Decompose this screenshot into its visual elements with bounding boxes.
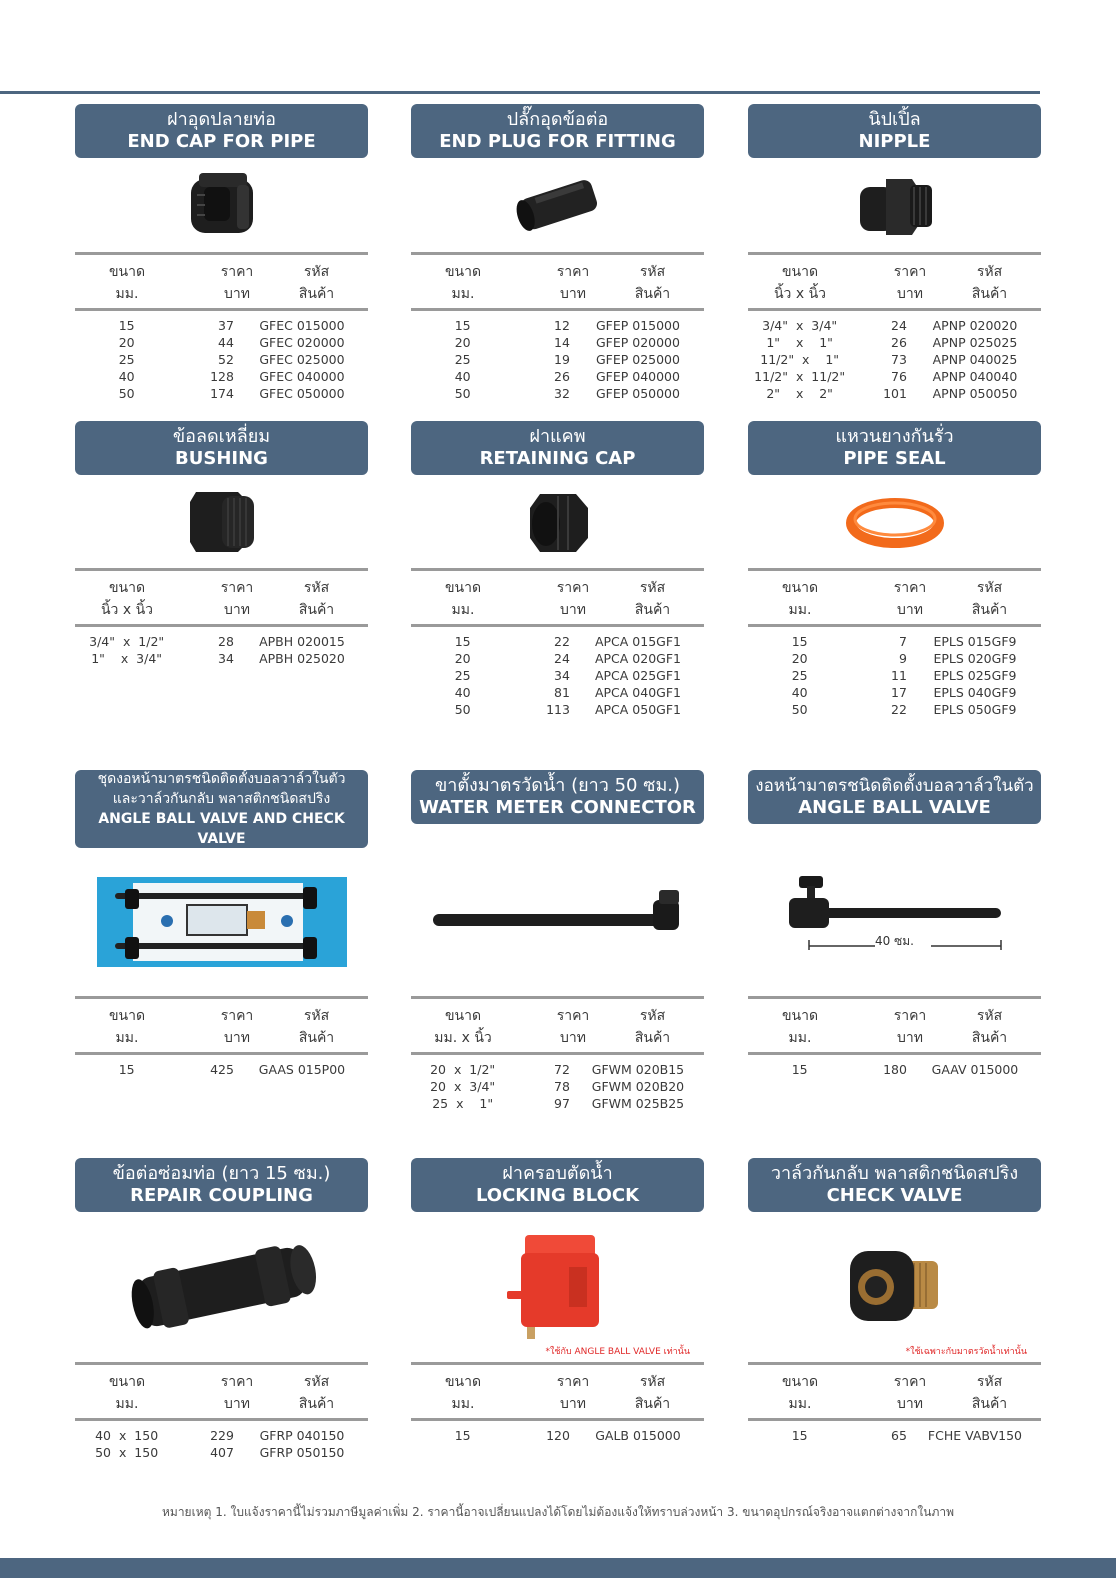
- card-header: [411, 770, 704, 824]
- card-title-english: CHECK VALVE: [826, 1185, 963, 1206]
- card-title-thai: ขาตั้งมาตรวัดน้ำ (ยาว 50 ซม.): [434, 775, 681, 796]
- table-row: 40 x 150 229 GFRP 040150: [95, 1428, 345, 1443]
- locking-block-icon: [411, 1212, 704, 1362]
- card-title-thai: แหวนยางกันรั่ว: [835, 426, 954, 447]
- price-table: [411, 996, 704, 1112]
- table-row: 15 180 GAAV 015000: [791, 1062, 1019, 1077]
- card-header: [411, 1158, 704, 1212]
- table-row: 11/2" x 11/2" 76 APNP 040040: [754, 369, 1018, 384]
- table-row: 15 120 GALB 015000: [454, 1428, 681, 1443]
- card-header: [411, 104, 704, 158]
- price-table: [75, 996, 368, 1078]
- table-row: 20 44 GFEC 020000: [118, 335, 345, 350]
- table-row: 2" x 2" 101 APNP 050050: [766, 386, 1018, 401]
- nipple-icon: [748, 158, 1041, 252]
- card-title-english: REPAIR COUPLING: [130, 1185, 313, 1206]
- table-row: 50 113 APCA 050GF1: [454, 702, 681, 717]
- card-title-thai: วาล์วกันกลับ พลาสติกชนิดสปริง: [770, 1163, 1019, 1184]
- table-header: ขนาด มม. ราคา บาท รหัส สินค้า: [748, 568, 1041, 627]
- card-title-english: RETAINING CAP: [479, 448, 636, 469]
- table-row: 3/4" x 3/4" 24 APNP 020020: [762, 318, 1018, 333]
- table-row: 50 32 GFEP 050000: [454, 386, 680, 401]
- table-row: 40 17 EPLS 040GF9: [791, 685, 1017, 700]
- card-end-plug: [411, 104, 704, 402]
- repair-coupling-icon: [75, 1212, 368, 1362]
- check-valve-icon: [748, 1212, 1041, 1362]
- card-title-english: LOCKING BLOCK: [475, 1185, 640, 1206]
- table-header: ขนาด มม. ราคา บาท รหัส สินค้า: [748, 996, 1041, 1055]
- card-title-thai: ปลั๊กอุดข้อต่อ: [506, 109, 609, 130]
- table-header: ขนาด มม. ราคา บาท รหัส สินค้า: [411, 1362, 704, 1421]
- table-row: 1" x 1" 26 APNP 025025: [766, 335, 1018, 350]
- price-table: [748, 252, 1041, 402]
- table-row: 15 7 EPLS 015GF9: [791, 634, 1017, 649]
- table-row: 15 22 APCA 015GF1: [454, 634, 681, 649]
- retaining-cap-icon: [411, 475, 704, 568]
- card-title-english: ANGLE BALL VALVE: [798, 797, 991, 818]
- table-header: ขนาด มม. ราคา บาท รหัส สินค้า: [75, 252, 368, 311]
- card-check-valve: [748, 1158, 1041, 1444]
- card-header: [748, 1158, 1041, 1212]
- price-table: [411, 1362, 704, 1444]
- usage-note: *ใช้เฉพาะกับมาตรวัดน้ำเท่านั้น: [905, 1347, 1027, 1357]
- bottom-bar: [0, 1558, 1116, 1578]
- table-row: 1" x 3/4" 34 APBH 025020: [91, 651, 345, 666]
- card-header: [748, 770, 1041, 824]
- card-header: [748, 421, 1041, 475]
- table-row: 20 24 APCA 020GF1: [454, 651, 681, 666]
- card-repair-coupling: [75, 1158, 368, 1461]
- card-header: [411, 421, 704, 475]
- table-row: 50 22 EPLS 050GF9: [791, 702, 1017, 717]
- card-header: [748, 104, 1041, 158]
- price-table: [411, 568, 704, 718]
- valve-kit-package-icon: [75, 848, 368, 996]
- table-row: 20 x 3/4" 78 GFWM 020B20: [430, 1079, 685, 1094]
- card-title-thai-line2: และวาล์วกันกลับ พลาสติกชนิดสปริง: [112, 791, 331, 807]
- card-bushing: [75, 421, 368, 667]
- table-row: 15 37 GFEC 015000: [118, 318, 345, 333]
- price-table: [748, 568, 1041, 718]
- table-header: ขนาด มม. ราคา บาท รหัส สินค้า: [411, 568, 704, 627]
- angle-ball-valve-icon: [748, 824, 1041, 996]
- table-header: ขนาด มม. ราคา บาท รหัส สินค้า: [411, 252, 704, 311]
- table-row: 25 52 GFEC 025000: [118, 352, 345, 367]
- card-title-thai: ข้อต่อซ่อมท่อ (ยาว 15 ซม.): [112, 1163, 331, 1184]
- price-table: [75, 252, 368, 402]
- card-pipe-seal: [748, 421, 1041, 718]
- card-title-english: PIPE SEAL: [843, 448, 946, 469]
- table-row: 25 34 APCA 025GF1: [454, 668, 681, 683]
- table-row: 25 x 1" 97 GFWM 025B25: [432, 1096, 685, 1111]
- card-angle-ball-valve: [748, 770, 1041, 1078]
- end-plug-icon: [411, 158, 704, 252]
- card-end-cap: [75, 104, 368, 402]
- table-row: 25 11 EPLS 025GF9: [791, 668, 1017, 683]
- table-header: ขนาด มม. ราคา บาท รหัส สินค้า: [75, 996, 368, 1055]
- table-row: 50 174 GFEC 050000: [118, 386, 345, 401]
- table-header: ขนาด นิ้ว x นิ้ว ราคา บาท รหัส สินค้า: [75, 568, 368, 627]
- top-rule: [0, 91, 1040, 94]
- card-nipple: [748, 104, 1041, 402]
- footnote: หมายเหตุ 1. ใบแจ้งราคานี้ไม่รวมภาษีมูลค่าเพิ่ม 2. ราคานี้อาจเปลี่ยนแปลงได้โดยไม่ต้องแจ้งให้ทราบล่วงหน้า 3. ขนาดอุปกรณ์จริงอาจแตกต่างจากในภาพ: [162, 1505, 954, 1519]
- table-row: 20 9 EPLS 020GF9: [791, 651, 1017, 666]
- end-cap-icon: [75, 158, 368, 252]
- card-header: [75, 421, 368, 475]
- card-header: [75, 770, 368, 848]
- price-table: [75, 1362, 368, 1461]
- pipe-seal-icon: [748, 475, 1041, 568]
- card-title-english: END PLUG FOR FITTING: [439, 131, 676, 152]
- card-title-english: END CAP FOR PIPE: [127, 131, 316, 152]
- card-title-english: ANGLE BALL VALVE AND CHECK VALVE: [98, 811, 345, 847]
- price-table: [75, 568, 368, 667]
- card-title-english: BUSHING: [175, 448, 268, 469]
- card-title-thai: ฝาแคพ: [529, 426, 586, 447]
- table-row: 20 14 GFEP 020000: [454, 335, 680, 350]
- table-header: ขนาด นิ้ว x นิ้ว ราคา บาท รหัส สินค้า: [748, 252, 1041, 311]
- card-title-thai: ฝาอุดปลายท่อ: [167, 109, 276, 130]
- table-row: 11/2" x 1" 73 APNP 040025: [760, 352, 1018, 367]
- bushing-icon: [75, 475, 368, 568]
- dimension-label: 40 ซม.: [875, 933, 914, 948]
- card-title-thai: ข้อลดเหลี่ยม: [172, 426, 271, 447]
- table-row: 3/4" x 1/2" 28 APBH 020015: [89, 634, 345, 649]
- table-header: ขนาด มม. ราคา บาท รหัส สินค้า: [748, 1362, 1041, 1421]
- card-title-english: NIPPLE: [858, 131, 931, 152]
- table-row: 25 19 GFEP 025000: [454, 352, 680, 367]
- card-title-english: WATER METER CONNECTOR: [419, 797, 696, 818]
- card-title-thai: นิปเปิ้ล: [868, 109, 921, 130]
- meter-connector-icon: [411, 824, 704, 996]
- card-locking-block: [411, 1158, 704, 1444]
- table-row: 40 26 GFEP 040000: [454, 369, 680, 384]
- price-table: [748, 1362, 1041, 1444]
- table-header: ขนาด มม. x นิ้ว ราคา บาท รหัส สินค้า: [411, 996, 704, 1055]
- card-water-meter-connector: [411, 770, 704, 1112]
- card-valve-kit: [75, 770, 368, 1078]
- table-row: 20 x 1/2" 72 GFWM 020B15: [430, 1062, 685, 1077]
- table-row: 15 12 GFEP 015000: [454, 318, 680, 333]
- card-title-thai: งอหน้ามาตรชนิดติดตั้งบอลวาล์วในตัว: [755, 776, 1034, 796]
- card-title-thai: ฝาครอบตัดน้ำ: [502, 1163, 613, 1184]
- card-header: [75, 104, 368, 158]
- usage-note: *ใช้กับ ANGLE BALL VALVE เท่านั้น: [545, 1347, 690, 1357]
- table-header: ขนาด มม. ราคา บาท รหัส สินค้า: [75, 1362, 368, 1421]
- table-row: 40 128 GFEC 040000: [118, 369, 345, 384]
- table-row: 15 65 FCHE VABV150: [791, 1428, 1023, 1443]
- card-retaining-cap: [411, 421, 704, 718]
- table-row: 40 81 APCA 040GF1: [454, 685, 681, 700]
- price-table: [748, 996, 1041, 1078]
- table-row: 50 x 150 407 GFRP 050150: [95, 1445, 345, 1460]
- table-row: 15 425 GAAS 015P00: [118, 1062, 346, 1077]
- card-title-thai: ชุดงอหน้ามาตรชนิดติดตั้งบอลวาล์วในตัว: [97, 771, 346, 787]
- card-header: [75, 1158, 368, 1212]
- price-table: [411, 252, 704, 402]
